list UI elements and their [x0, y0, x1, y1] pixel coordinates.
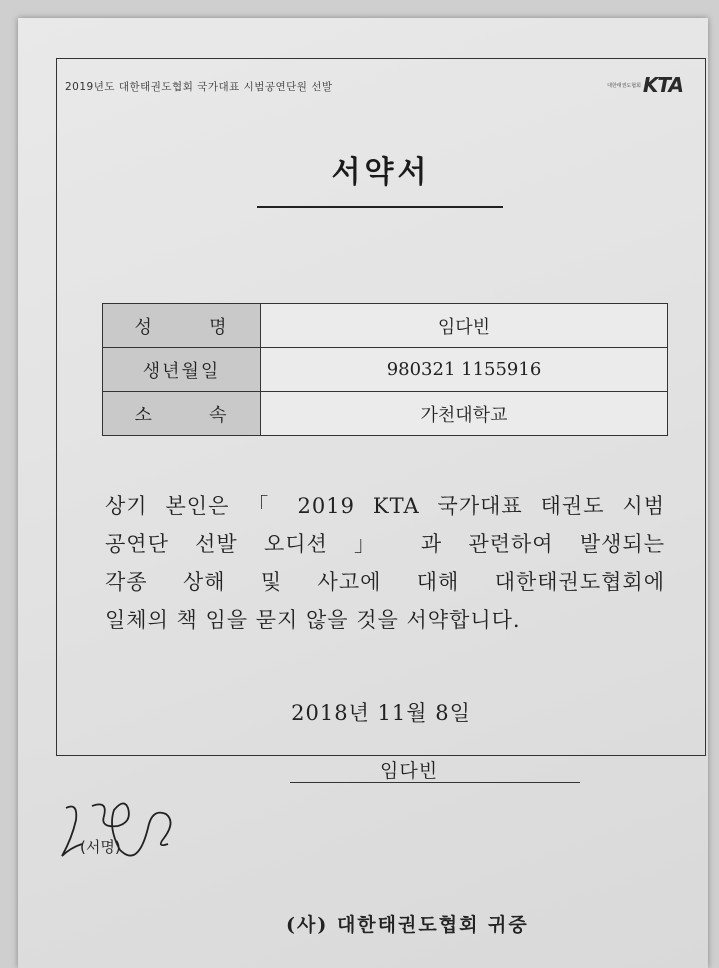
title-underline	[257, 206, 503, 208]
footer-addressee: (사) 대한태권도협회 귀중	[286, 914, 529, 936]
pledge-line: 일체의 책 임을 묻지 않을 것을 서약합니다.	[105, 608, 521, 632]
header-text: 2019년도 대한태권도협회 국가대표 시범공연단원 선발	[65, 81, 333, 93]
birthdate-value: 980321 1155916	[261, 348, 668, 392]
name-label-a: 성	[134, 316, 154, 338]
pledge-line: 상기 본인은 「 2019 KTA 국가대표 태권도 시범	[105, 494, 665, 518]
affiliation-label	[103, 392, 261, 436]
name-value: 임다빈	[261, 304, 668, 348]
handwritten-signature	[48, 798, 198, 878]
table-row	[103, 392, 668, 436]
logo-small-text: 대한태권도협회	[607, 82, 641, 89]
page-title: 서약서	[331, 155, 431, 190]
name-label	[103, 304, 261, 348]
affiliation-value: 가천대학교	[261, 392, 668, 436]
document-frame	[56, 58, 706, 756]
table-row	[103, 304, 668, 348]
signature-label: (서명)	[80, 838, 121, 856]
affiliation-label-b: 속	[209, 404, 229, 426]
pledge-line: 각종 상해 및 사고에 대해 대한태권도협회에	[105, 570, 665, 594]
signature-line	[290, 782, 580, 783]
document-sheet	[18, 18, 708, 968]
birthdate-label: 생년월일	[103, 348, 261, 392]
pledge-line: 공연단 선발 오디션 」 과 관련하여 발생되는	[105, 532, 665, 556]
logo-kta-mark: KTA	[642, 73, 683, 97]
document-date: 2018년 11월 8일	[291, 701, 471, 725]
pledge-text	[105, 487, 665, 639]
table-row	[103, 348, 668, 392]
info-table	[102, 303, 668, 436]
affiliation-label-a: 소	[134, 404, 154, 426]
kta-logo	[607, 73, 683, 97]
name-label-b: 명	[209, 316, 229, 338]
signature-name: 임다빈	[380, 760, 439, 782]
